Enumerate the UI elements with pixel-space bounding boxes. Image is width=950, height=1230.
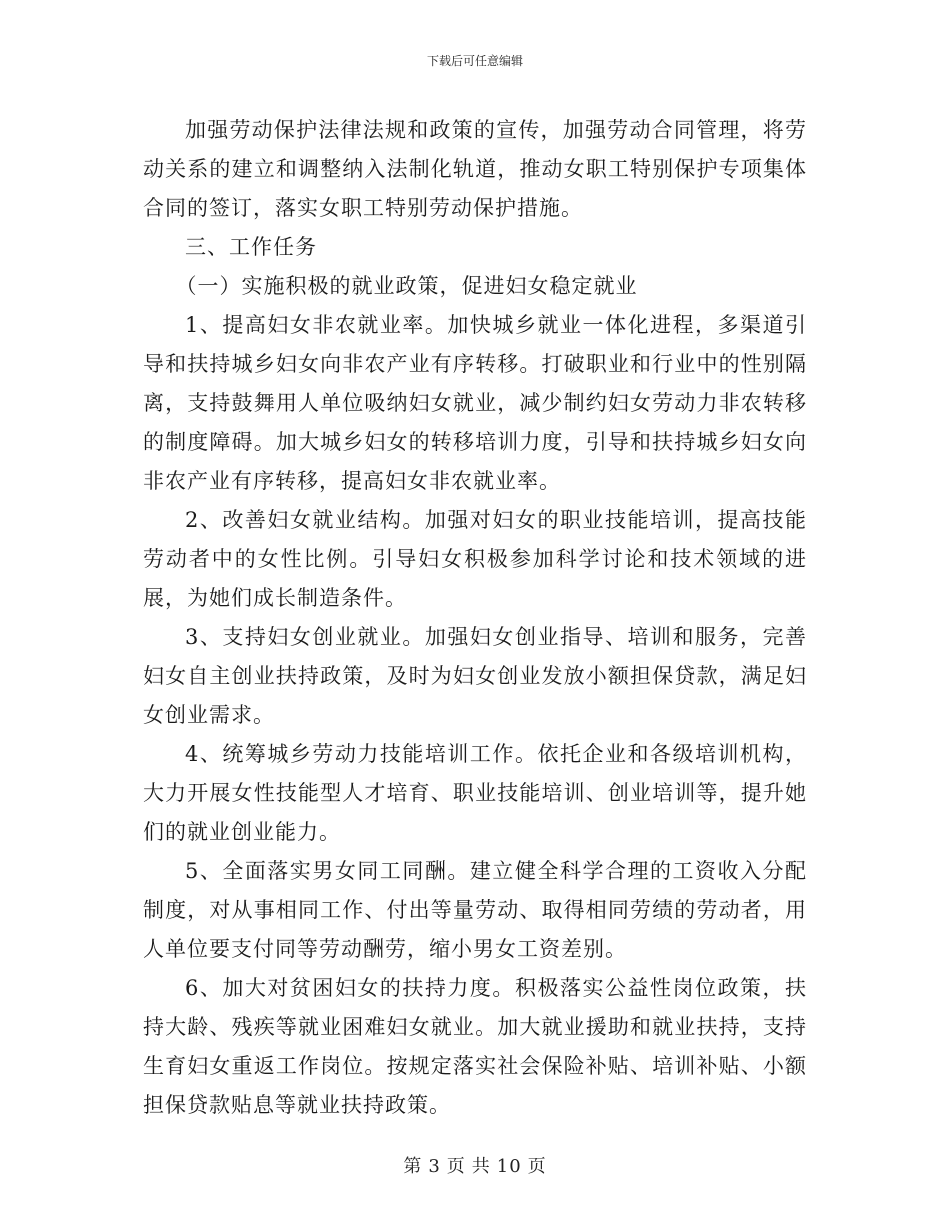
task-item-3: 3、支持妇女创业就业。加强妇女创业指导、培训和服务，完善妇女自主创业扶持政策，及时为妇女创业发放小额担保贷款，满足妇女创业需求。 <box>143 625 807 727</box>
task-item-5: 5、全面落实男女同工同酬。建立健全科学合理的工资收入分配制度，对从事相同工作、付出等量劳动、取得相同劳绩的劳动者，用人单位要支付同等劳动酬劳，缩小男女工资差别。 <box>143 859 807 961</box>
section-heading: 三、工作任务 <box>185 235 317 259</box>
total-pages-number: 10 <box>496 1156 522 1177</box>
sub-heading: （一）实施积极的就业政策，促进妇女稳定就业 <box>175 274 638 298</box>
task-item-1: 1、提高妇女非农就业率。加快城乡就业一体化进程，多渠道引导和扶持城乡妇女向非农产业有序转移。打破职业和行业中的性别隔离，支持鼓舞用人单位吸纳妇女就业，减少制约妇女劳动力非农转移的制度障碍。加大城乡妇女的转移培训力度，引导和扶持城乡妇女向非农产业有序转移，提高妇女非农就业率。 <box>143 313 807 493</box>
intro-paragraph: 加强劳动保护法律法规和政策的宣传，加强劳动合同管理，将劳动关系的建立和调整纳入法制化轨道，推动女职工特别保护专项集体合同的签订，落实女职工特别劳动保护措施。 <box>143 118 807 220</box>
task-item-6: 6、加大对贫困妇女的扶持力度。积极落实公益性岗位政策，扶持大龄、残疾等就业困难妇女就业。加大就业援助和就业扶持，支持生育妇女重返工作岗位。按规定落实社会保险补贴、培训补贴、小额担保贷款贴息等就业扶持政策。 <box>143 976 807 1117</box>
page-mid-label: 页 <box>446 1156 466 1177</box>
page-prefix: 第 <box>403 1156 423 1177</box>
page-suffix: 页 <box>527 1156 547 1177</box>
total-label: 共 <box>471 1156 491 1177</box>
page-footer <box>0 1156 950 1178</box>
page-header-note: 下载后可任意编辑 <box>426 54 523 68</box>
task-item-2: 2、改善妇女就业结构。加强对妇女的职业技能培训，提高技能劳动者中的女性比例。引导妇女积极参加科学讨论和技术领域的进展，为她们成长制造条件。 <box>143 508 807 610</box>
document-body <box>143 111 807 1125</box>
task-item-4: 4、统筹城乡劳动力技能培训工作。依托企业和各级培训机构，大力开展女性技能型人才培育、职业技能培训、创业培训等，提升她们的就业创业能力。 <box>143 742 807 844</box>
current-page-number: 3 <box>428 1156 441 1177</box>
